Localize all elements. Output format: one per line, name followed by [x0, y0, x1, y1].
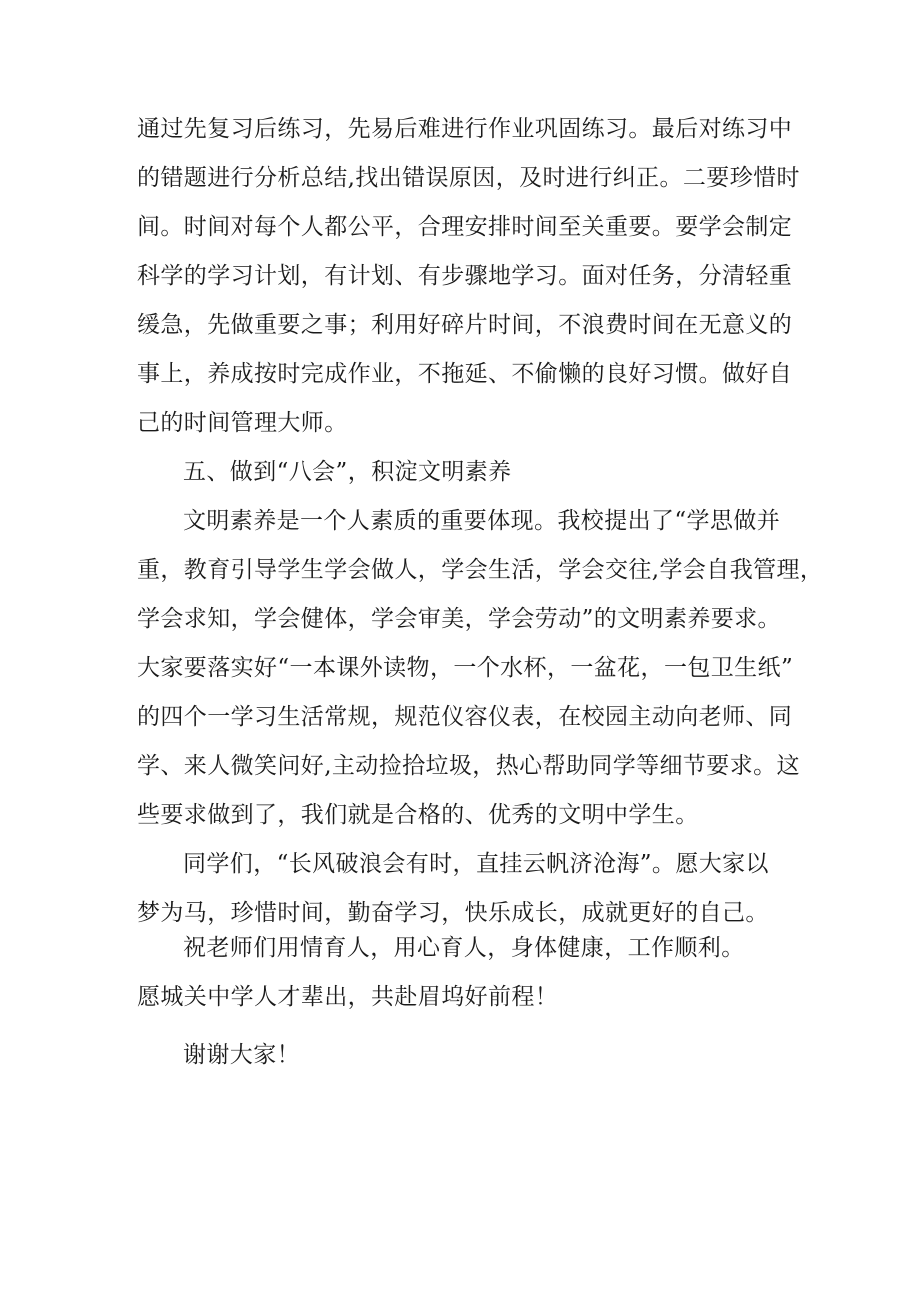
text-line: 学会求知，学会健体，学会审美，学会劳动”的文明素养要求。 [137, 606, 781, 632]
text-line: 的错题进行分析总结,找出错误原因，及时进行纠正。二要珍惜时 [137, 165, 800, 191]
text-line: 间。时间对每个人都公平，合理安排时间至关重要。要学会制定 [137, 214, 793, 240]
text-line: 科学的学习计划，有计划、有步骤地学习。面对任务，分清轻重 [137, 263, 793, 289]
text-line: 学、来人微笑问好,主动捡拾垃圾，热心帮助同学等细节要求。这 [137, 753, 800, 779]
text-line: 事上，养成按时完成作业，不拖延、不偷懒的良好习惯。做好自 [137, 361, 793, 387]
text-line: 文明素养是一个人素质的重要体现。我校提出了“学思做并 [183, 508, 781, 534]
text-line: 的四个一学习生活常规，规范仪容仪表，在校园主动向老师、同 [137, 704, 793, 730]
text-line: 祝老师们用情育人，用心育人，身体健康，工作顺利。 [183, 935, 745, 961]
text-line: 己的时间管理大师。 [137, 410, 348, 436]
closing-text: 谢谢大家！ [183, 1042, 300, 1068]
section-heading-text: 五、做到“八会”，积淀文明素养 [183, 459, 512, 485]
text-line: 同学们，“长风破浪会有时，直挂云帆济沧海”。愿大家以 [183, 851, 769, 877]
text-line: 通过先复习后练习，先易后难进行作业巩固练习。最后对练习中 [137, 116, 793, 142]
text-line: 些要求做到了，我们就是合格的、优秀的文明中学生。 [137, 802, 699, 828]
text-line: 愿城关中学人才辈出，共赴眉坞好前程！ [137, 984, 559, 1010]
text-line: 缓急，先做重要之事；利用好碎片时间，不浪费时间在无意义的 [137, 312, 793, 338]
text-line: 梦为马，珍惜时间，勤奋学习，快乐成长，成就更好的自己。 [137, 900, 769, 926]
text-line: 重，教育引导学生学会做人，学会生活，学会交往,学会自我管理， [137, 557, 824, 583]
text-line: 大家要落实好“一本课外读物，一个水杯，一盆花，一包卫生纸” [137, 655, 794, 681]
